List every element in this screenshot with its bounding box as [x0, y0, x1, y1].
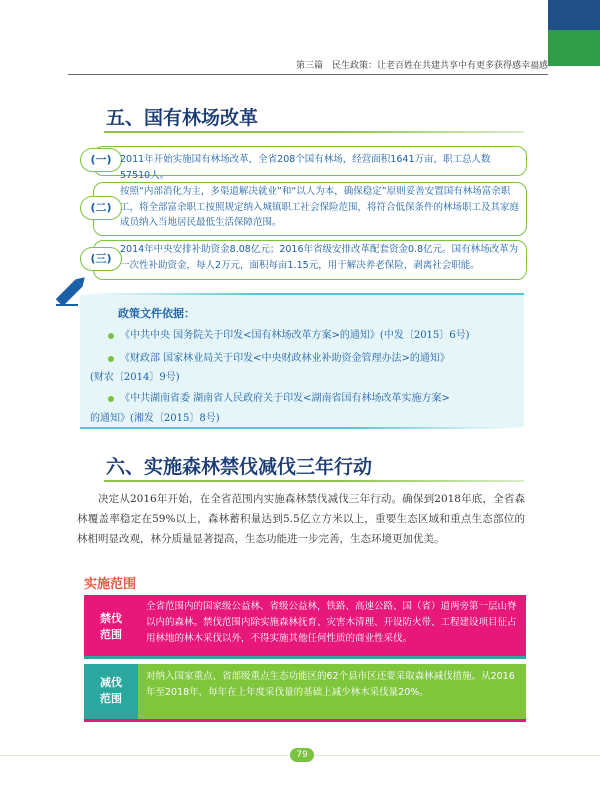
section-title: 五、国有林场改革 [106, 107, 259, 129]
header-color-block-blue [548, 0, 600, 30]
page-number: 79 [290, 748, 314, 762]
reform-item-text: 2011年开始实施国有林场改革，全省208个国有林场，经营面积1641万亩，职工总人数57510人。 [120, 154, 491, 181]
bullet-icon [108, 396, 114, 402]
pencil-icon [52, 270, 92, 310]
section-title-underline [104, 131, 524, 133]
reduce-scope-label [84, 675, 138, 707]
policy-document-item [108, 326, 470, 341]
policy-box-bottom-border [80, 427, 524, 429]
policy-document-text-continued: 的通知》(湘发〔2015〕8号) [90, 413, 220, 424]
scope-heading: 实施范围 [84, 577, 137, 592]
item-number-badge: (一) [80, 148, 122, 172]
bullet-icon [108, 356, 114, 362]
section-title-underline [104, 480, 524, 482]
policy-document-text: 《中共湖南省委 湖南省人民政府关于印发<湖南省国有林场改革实施方案> [120, 393, 450, 404]
ban-scope-label-line: 范围 [100, 628, 122, 641]
item-number-badge: (二) [80, 196, 122, 220]
reduce-scope-text: 对纳入国家重点、省部级重点生态功能区的62个县市区还要采取森林减伐措施。从2016年至2018年，每年在上年度采伐量的基础上减少林木采伐量20%。 [146, 671, 515, 698]
header-color-block-green [548, 30, 600, 66]
reduce-scope-bottom-stripe [84, 719, 526, 722]
body-paragraph: 决定从2016年开始，在全省范围内实施森林禁伐减伐三年行动。确保到2018年底，全省森林覆盖率稳定在59%以上，森林蓄积量达到5.5亿立方米以上，重要生态区域和重点生态部位的林相明显改观，林分质量显著提高，生态功能进一步完善，生态环境更加优美。 [77, 493, 525, 545]
policy-document-item [108, 349, 450, 364]
reform-item-text: 按照“内部消化为主，多渠道解决就业”和“以人为本，确保稳定”原则妥善安置国有林场富余职工，将全部富余职工按照规定纳入城镇职工社会保险范围，将符合低保条件的林场职工及其家庭成员纳入当地居民最低生活保障范围。 [120, 186, 520, 228]
header-divider [68, 74, 548, 75]
policy-document-text: 《中共中央 国务院关于印发<国有林场改革方案>的通知》(中发〔2015〕6号) [120, 330, 470, 341]
ban-scope-text: 全省范围内的国家级公益林、省级公益林，铁路、高速公路、国（省）道两旁第一层山脊以内的森林。禁伐范围内除实施森林抚育、灾害木清理、开设防火带、工程建设项目征占用林地的林木采伐以外，不得实施其他任何性质的商业性采伐。 [146, 601, 517, 644]
item-number-badge: (三) [80, 247, 122, 271]
running-header: 第三篇 民生政策：让老百姓在共建共享中有更多获得感幸福感 [295, 61, 548, 71]
policy-document-text-continued: (财农〔2014〕9号) [90, 372, 180, 383]
ban-scope-label [84, 611, 138, 643]
ban-scope-label-line: 禁伐 [100, 612, 122, 625]
policy-document-text: 《财政部 国家林业局关于印发<中央财政林业补助资金管理办法>的通知》 [120, 353, 450, 364]
reduce-scope-label-line: 减伐 [100, 676, 122, 689]
section-title: 六、实施森林禁伐减伐三年行动 [106, 456, 373, 478]
policy-heading: 政策文件依据： [118, 307, 195, 320]
policy-document-item [108, 389, 450, 404]
policy-box-top-border [80, 293, 524, 295]
ban-scope-bottom-stripe [84, 656, 526, 659]
reform-item-text: 2014年中央安排补助资金8.08亿元；2016年省级安排改革配套资金0.8亿元。国有林场改革为一次性补助资金，每人2万元，面积每亩1.15元，用于解决养老保险，剥离社会职能。 [120, 244, 519, 271]
reduce-scope-label-line: 范围 [100, 692, 122, 705]
bullet-icon [108, 333, 114, 339]
